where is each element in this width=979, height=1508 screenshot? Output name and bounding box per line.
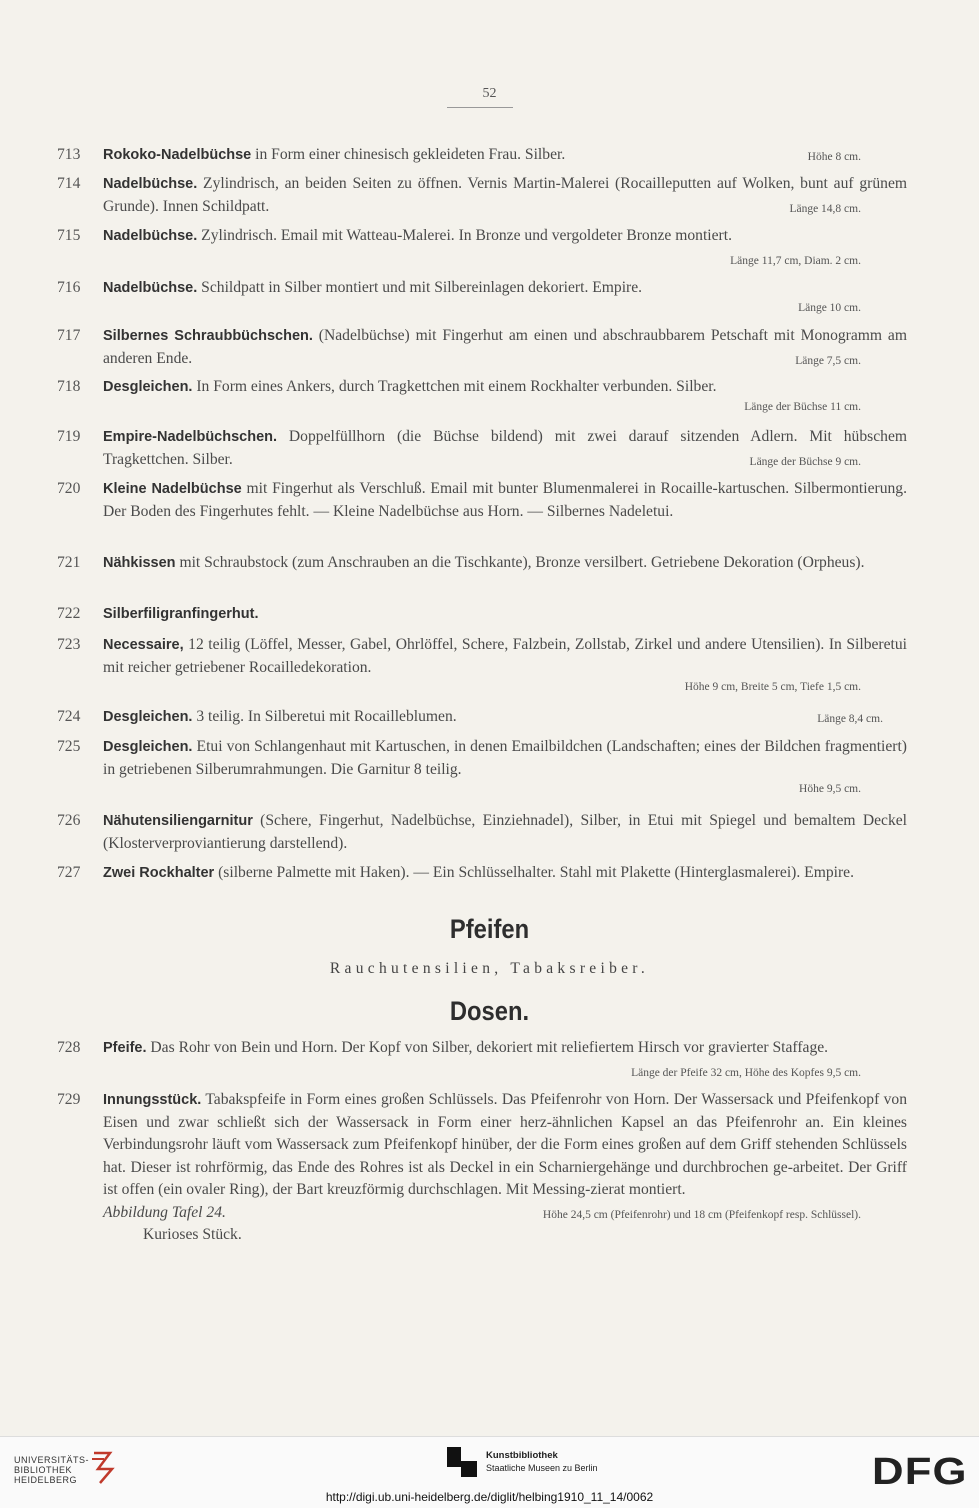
entry-dimensions: Länge 8,4 cm.: [817, 713, 883, 725]
catalog-entry-724: [57, 706, 907, 731]
entry-number: 724: [57, 708, 81, 725]
digitization-footer: [0, 1436, 979, 1508]
dfg-logo: DFG: [872, 1451, 968, 1493]
page-number-rule: [447, 107, 513, 108]
entry-text: 12 teilig (Löffel, Messer, Gabel, Ohrlöffel, Schere, Falzbein, Zollstab, Zirkel und andere Utensilien). In Silberetui mit reicher getriebener Rocailledekoration.: [103, 636, 907, 676]
section-subheading: [0, 960, 979, 978]
entry-heading: Empire-Nadelbüchschen.: [103, 429, 278, 445]
entry-number: 725: [57, 738, 81, 755]
entry-heading: Silberfiligranfingerhut.: [103, 606, 259, 622]
entry-heading: Desgleichen.: [103, 739, 193, 755]
ub-heidelberg-label: [14, 1455, 89, 1485]
catalog-entry-717: [57, 325, 907, 372]
entry-text: in Form einer chinesisch gekleideten Frau. Silber.: [251, 146, 566, 163]
catalog-entry-728: [57, 1037, 907, 1084]
entry-text: mit Schraubstock (zum Anschrauben an die Tischkante), Bronze versilbert. Getriebene Dekoration (Orpheus).: [175, 554, 865, 571]
entry-heading: Nadelbüchse.: [103, 228, 198, 244]
entry-text: Zylindrisch. Email mit Watteau-Malerei. In Bronze und vergoldeter Bronze montiert.: [197, 227, 732, 244]
entry-number: 713: [57, 146, 81, 163]
catalog-entry-719: [57, 426, 907, 473]
entry-number: 715: [57, 227, 81, 244]
entry-dimensions: Höhe 8 cm.: [807, 151, 861, 163]
section-title: Pfeifen: [449, 914, 530, 944]
entry-number: 726: [57, 812, 81, 829]
entry-heading: Silbernes Schraubbüchschen.: [103, 328, 313, 344]
entry-number: 720: [57, 480, 81, 497]
entry-number: 714: [57, 175, 81, 192]
catalog-entry-723: [57, 634, 907, 696]
entry-text: (silberne Palmette mit Haken). — Ein Schlüsselhalter. Stahl mit Plakette (Hinterglasmalerei). Empire.: [214, 864, 854, 881]
entry-dimensions: Länge 11,7 cm, Diam. 2 cm.: [730, 254, 861, 267]
catalog-entry-722: [57, 603, 907, 626]
entry-text: Etui von Schlangenhaut mit Kartuschen, in denen Emailbildchen (Landschaften; eines der Bildchen fragmentiert) in getriebenen Silberumrahmungen. Die Garnitur 8 teilig.: [103, 738, 907, 778]
catalog-entry-727: [57, 862, 907, 885]
catalog-entry-721: [57, 552, 907, 575]
entry-number: 721: [57, 554, 81, 571]
entry-dimensions: Höhe 9,5 cm.: [799, 783, 861, 795]
entry-dimensions: Länge der Büchse 11 cm.: [744, 400, 861, 413]
entry-number: 718: [57, 378, 81, 395]
kunstbibliothek-label: [486, 1449, 598, 1474]
entry-number: 729: [57, 1091, 81, 1108]
page-number: 52: [482, 86, 497, 101]
entry-heading: Nähkissen: [103, 555, 176, 571]
entry-dimensions: Länge 7,5 cm.: [795, 354, 861, 367]
ub-line-2: BIBLIOTHEK: [14, 1465, 73, 1475]
ub-line-3: HEIDELBERG: [14, 1475, 78, 1485]
catalog-entry-725: [57, 736, 907, 798]
entry-number: 717: [57, 327, 81, 344]
section-title: Dosen.: [449, 996, 530, 1026]
catalog-entry-720: [57, 478, 907, 523]
entry-text: Doppelfüllhorn (die Büchse bildend) mit zwei darauf sitzenden Adlern. Mit hübschem Tragkettchen. Silber.: [103, 428, 907, 468]
kunstbibliothek-logo-icon: [447, 1447, 477, 1477]
entry-dimensions: Höhe 9 cm, Breite 5 cm, Tiefe 1,5 cm.: [684, 681, 861, 693]
ub-line-1: UNIVERSITÄTS-: [14, 1455, 90, 1465]
entry-heading: Nadelbüchse.: [103, 176, 198, 192]
ub-heidelberg-logo-icon: [90, 1449, 116, 1487]
closing-note: Kurioses Stück.: [143, 1226, 242, 1243]
entry-heading: Necessaire,: [103, 637, 184, 653]
entry-heading: Desgleichen.: [103, 709, 193, 725]
entry-heading: Nähutensiliengarnitur: [103, 813, 253, 829]
entry-number: 716: [57, 279, 81, 296]
entry-number: 722: [57, 605, 81, 622]
entry-text: 3 teilig. In Silberetui mit Rocailleblumen.: [192, 708, 457, 725]
entry-heading: Nadelbüchse.: [103, 280, 198, 296]
entry-heading: Pfeife.: [103, 1040, 147, 1056]
entry-text: Schildpatt in Silber montiert und mit Silbereinlagen dekoriert. Empire.: [197, 279, 643, 296]
catalog-entry-713: [57, 144, 907, 169]
entry-number: 728: [57, 1039, 81, 1056]
entry-text: (Schere, Fingerhut, Nadelbüchse, Einziehnadel), Silber, in Etui mit Spiegel und bemaltem Deckel (Klosterverproviantierung darstellend).: [103, 812, 907, 852]
entry-heading: Desgleichen.: [103, 379, 193, 395]
entry-dimensions: Länge 10 cm.: [798, 301, 861, 314]
entry-dimensions: Höhe 24,5 cm (Pfeifenrohr) und 18 cm (Pfeifenkopf resp. Schlüssel).: [542, 1208, 861, 1221]
entry-dimensions: Länge 14,8 cm.: [789, 202, 861, 215]
kb-name: Kunstbibliothek: [486, 1450, 558, 1461]
entry-text: Tabakspfeife in Form eines großen Schlüssels. Das Pfeifenrohr von Horn. Der Wassersack und Pfeifenkopf von Eisen und zwar schließt sich der Wassersack in Form einer herz-ähnlichen Kapsel an das Pfeifenrohr an. Ein kleines Verbindungsrohr läuft vom Wassersack zum Pfeifenkopf hinüber, der die Form eines großen auf dem Griff stehenden Schlüssels hat. Dieser ist rohrförmig, das Ende des Rohres ist als Deckel in ein Scharniergehänge und durchbrochen ge-arbeitet. Der Griff ist offen (ein ovaler Ring), der Bart kreuzförmig durchschlagen. Mit Messing-zierat montiert.: [103, 1091, 907, 1198]
section-heading-pfeifen: [0, 914, 979, 945]
catalog-entry-718: [57, 376, 907, 416]
entry-dimensions: Länge der Büchse 9 cm.: [749, 455, 861, 468]
entry-heading: Rokoko-Nadelbüchse: [103, 147, 252, 163]
entry-text: (Nadelbüchse) mit Fingerhut am einen und abschraubbarem Petschaft mit Monogramm am anderen Ende.: [103, 327, 907, 367]
entry-heading: Zwei Rockhalter: [103, 865, 215, 881]
catalog-entry-726: [57, 810, 907, 855]
entry-heading: Kleine Nadelbüchse: [103, 481, 242, 497]
entry-text: In Form eines Ankers, durch Tragkettchen mit einem Rockhalter verbunden. Silber.: [192, 378, 717, 395]
entry-number: 719: [57, 428, 81, 445]
catalog-entry-714: [57, 173, 907, 220]
entry-text: Zylindrisch, an beiden Seiten zu öffnen. Vernis Martin-Malerei (Rocailleputten auf Wolken, bunt auf grünem Grunde). Innen Schildpatt.: [103, 175, 907, 215]
entry-number: 723: [57, 636, 81, 653]
entry-heading: Innungsstück.: [103, 1092, 202, 1108]
catalog-entry-716: [57, 277, 907, 317]
section-subtitle: Rauchutensilien, Tabaksreiber.: [329, 960, 650, 977]
entry-text: Das Rohr von Bein und Horn. Der Kopf von Silber, dekoriert mit reliefiertem Hirsch vor gravierter Staffage.: [146, 1039, 829, 1056]
entry-text: mit Fingerhut als Verschluß. Email mit bunter Blumenmalerei in Rocaille-kartuschen. Silbermontierung. Der Boden des Fingerhutes fehlt. — Kleine Nadelbüchse aus Horn. — Silbernes Nadeletui.: [103, 480, 907, 520]
entry-dimensions: Länge der Pfeife 32 cm, Höhe des Kopfes 9,5 cm.: [631, 1066, 861, 1079]
entry-number: 727: [57, 864, 81, 881]
catalog-entry-715: [57, 225, 907, 272]
permalink[interactable]: http://digi.ub.uni-heidelberg.de/diglit/helbing1910_11_14/0062: [325, 1490, 654, 1504]
catalog-entry-729: [57, 1089, 907, 1247]
section-heading-dosen: [0, 996, 979, 1027]
kb-sub: Staatliche Museen zu Berlin: [486, 1463, 598, 1473]
plate-caption: Abbildung Tafel 24.: [103, 1203, 226, 1221]
